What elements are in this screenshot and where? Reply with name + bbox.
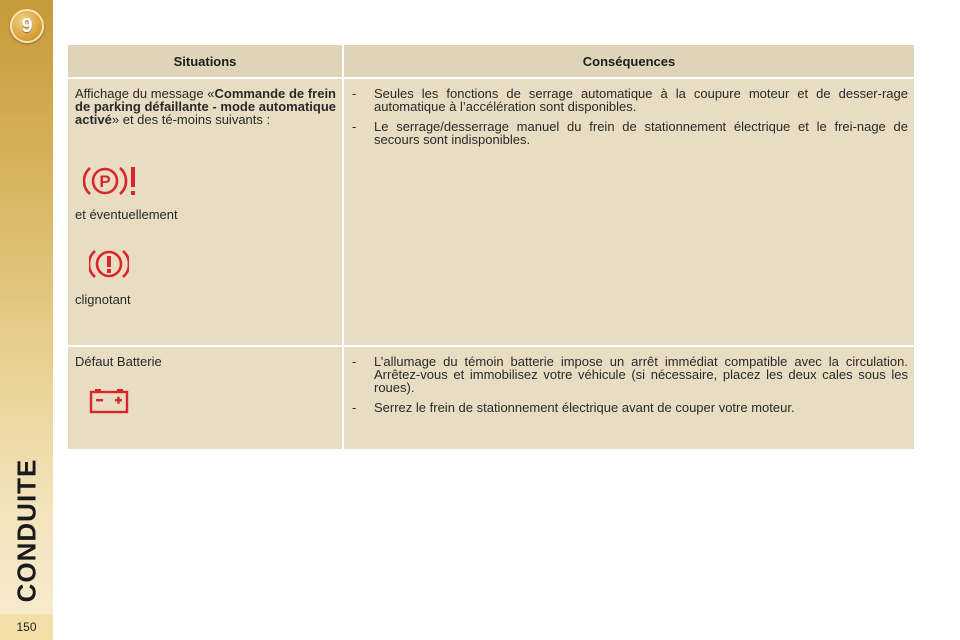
situation-after-text: clignotant bbox=[75, 292, 131, 307]
brake-warning-icon bbox=[89, 247, 129, 281]
chapter-title bbox=[11, 458, 42, 602]
consequences-cell bbox=[343, 78, 914, 346]
table-header-row bbox=[68, 45, 914, 78]
message-name: Commande de frein de parking défaillante - mode automatique activé bbox=[75, 86, 336, 127]
parking-brake-warning-icon bbox=[83, 164, 139, 198]
table-row bbox=[68, 346, 914, 450]
consequences-list bbox=[352, 87, 908, 146]
header-situations: Situations bbox=[68, 45, 343, 78]
situation-text: Défaut Batterie bbox=[75, 354, 162, 369]
table-row bbox=[68, 78, 914, 346]
list-item: - Le serrage/desserrage manuel du frein de stationnement électrique et le frei-nage de secours sont indisponibles. bbox=[352, 120, 908, 146]
page-number: 150 bbox=[0, 614, 53, 640]
situation-message: Affichage du message «Commande de frein de parking défaillante - mode automatique activé» et des té-moins suivants : bbox=[75, 86, 336, 127]
warnings-table bbox=[68, 45, 914, 451]
battery-warning-icon bbox=[89, 388, 129, 414]
svg-text:P: P bbox=[99, 172, 111, 191]
situation-cell bbox=[68, 78, 343, 346]
list-item: - Seules les fonctions de serrage automatique à la coupure moteur et de desser-rage automatique à l’accélération sont disponibles. bbox=[352, 87, 908, 113]
list-item: - L’allumage du témoin batterie impose un arrêt immédiat compatible avec la circulation. Arrêtez-vous et immobilisez votre véhicule (si nécessaire, placez les deux cales sous les roues). bbox=[352, 355, 908, 394]
situation-between-text: et éventuellement bbox=[75, 207, 178, 222]
chapter-number: 9 bbox=[21, 14, 33, 37]
chapter-title-text: CONDUITE bbox=[11, 458, 42, 602]
consequences-list bbox=[352, 355, 908, 414]
list-item: - Serrez le frein de stationnement électrique avant de couper votre moteur. bbox=[352, 401, 908, 414]
situation-cell bbox=[68, 346, 343, 450]
chapter-badge bbox=[10, 9, 44, 43]
consequences-cell bbox=[343, 346, 914, 450]
header-consequences: Conséquences bbox=[343, 45, 914, 78]
